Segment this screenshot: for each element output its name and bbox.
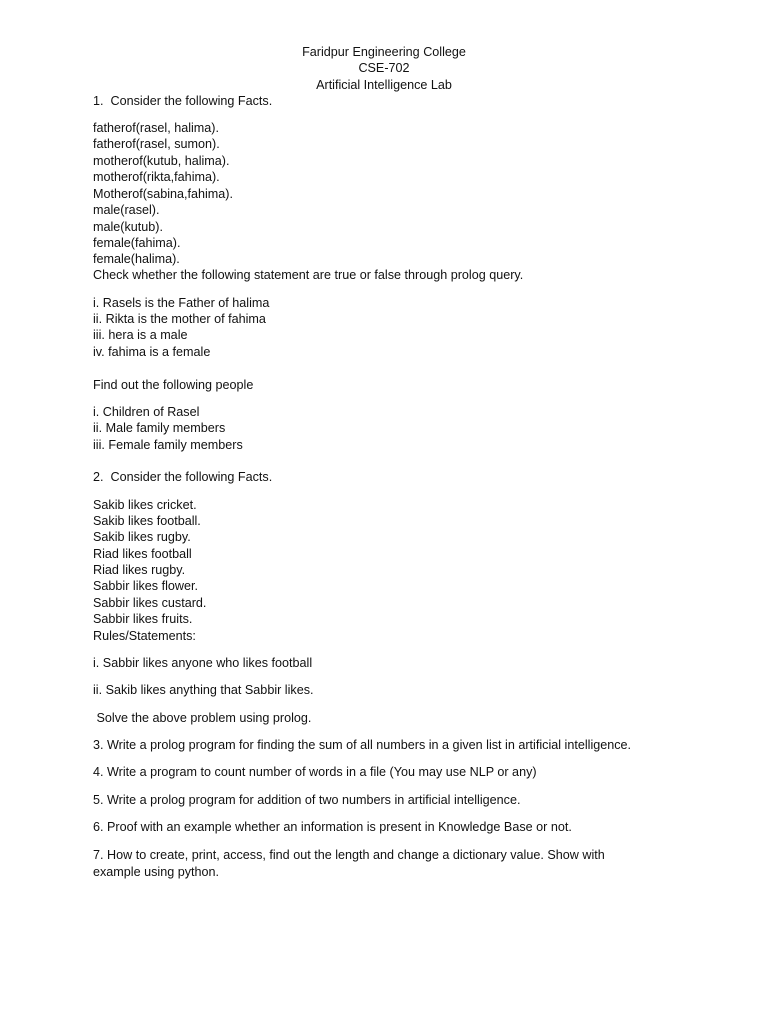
q1-find-line: Find out the following people [93,378,254,392]
q2-solve-line: Solve the above problem using prolog. [93,711,312,725]
q2-intro: 2. Consider the following Facts. [93,470,273,484]
question-7: 7. How to create, print, access, find out the length and change a dictionary value. Show with [93,848,605,862]
course-code: CSE-702 [358,61,410,75]
q2-fact: Riad likes rugby. [93,563,186,577]
q2-fact: Sabbir likes custard. [93,596,207,610]
q1-fact: female(fahima). [93,236,181,250]
question-4: 4. Write a program to count number of words in a file (You may use NLP or any) [93,765,537,779]
q2-rule: i. Sabbir likes anyone who likes football [93,656,313,670]
q1-fact: motherof(kutub, halima). [93,154,230,168]
q2-rules-heading: Rules/Statements: [93,629,196,643]
q1-fact: Motherof(sabina,fahima). [93,187,233,201]
question-7-cont: example using python. [93,865,220,879]
q1-find-item: iii. Female family members [93,438,243,452]
q1-find-item: i. Children of Rasel [93,405,200,419]
q2-fact: Riad likes football [93,547,192,561]
q1-statement: ii. Rikta is the mother of fahima [93,312,266,326]
question-6: 6. Proof with an example whether an information is present in Knowledge Base or not. [93,820,572,834]
q1-find-item: ii. Male family members [93,421,226,435]
q1-fact: fatherof(rasel, sumon). [93,137,220,151]
q1-statement: i. Rasels is the Father of halima [93,296,270,310]
q2-fact: Sakib likes football. [93,514,201,528]
lab-title: Artificial Intelligence Lab [316,78,452,92]
q2-fact: Sakib likes cricket. [93,498,197,512]
q2-fact: Sakib likes rugby. [93,530,191,544]
q2-fact: Sabbir likes fruits. [93,612,193,626]
q1-fact: male(rasel). [93,203,160,217]
q1-check-line: Check whether the following statement are true or false through prolog query. [93,268,524,282]
college-name: Faridpur Engineering College [302,45,466,59]
q1-fact: female(halima). [93,252,180,266]
q2-rule: ii. Sakib likes anything that Sabbir likes. [93,683,314,697]
q1-intro: 1. Consider the following Facts. [93,94,273,108]
question-3: 3. Write a prolog program for finding the sum of all numbers in a given list in artificial intelligence. [93,738,632,752]
question-5: 5. Write a prolog program for addition of two numbers in artificial intelligence. [93,793,521,807]
q1-statement: iii. hera is a male [93,328,188,342]
q2-fact: Sabbir likes flower. [93,579,198,593]
q1-fact: male(kutub). [93,220,163,234]
q1-statement: iv. fahima is a female [93,345,211,359]
q1-fact: motherof(rikta,fahima). [93,170,220,184]
q1-fact: fatherof(rasel, halima). [93,121,219,135]
